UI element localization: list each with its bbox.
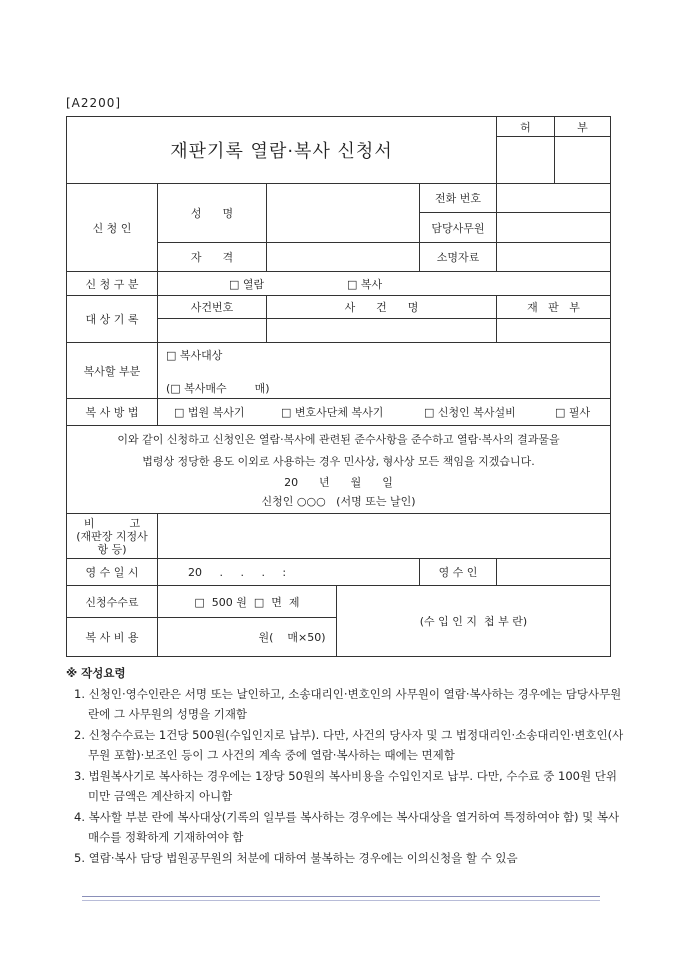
copy-target-checkbox[interactable]: □ 복사대상: [166, 349, 223, 362]
copy-cost-label: 복 사 비 용: [66, 617, 158, 657]
method-bar-copier[interactable]: □ 변호사단체 복사기: [281, 406, 384, 419]
court-label: 재 판 부: [496, 295, 611, 319]
approval-yes-label: 허: [496, 116, 555, 137]
revenue-stamp-area: (수 입 인 지 첩 부 란): [336, 585, 611, 657]
approval-no-label: 부: [554, 116, 611, 137]
court-field[interactable]: [496, 318, 611, 343]
case-name-field[interactable]: [266, 318, 497, 343]
receipt-date-label: 영 수 일 시: [66, 558, 158, 586]
declaration-line-2: 법령상 정당한 용도 이외로 사용하는 경우 민사상, 형사상 모든 책임을 지겠습니다.: [142, 454, 535, 468]
name-label: 성 명: [157, 183, 267, 243]
receiver-field[interactable]: [496, 558, 611, 586]
clerk-field[interactable]: [496, 212, 611, 243]
name-field[interactable]: [266, 183, 420, 243]
receiver-label: 영 수 인: [419, 558, 497, 586]
form-title: 재판기록 열람·복사 신청서: [66, 116, 497, 184]
qualification-field[interactable]: [266, 242, 420, 272]
remarks-label: [66, 513, 158, 559]
case-no-field[interactable]: [157, 318, 267, 343]
method-handwrite[interactable]: □ 필사: [555, 406, 591, 419]
qualification-label: 자 격: [157, 242, 267, 272]
proof-label: 소명자료: [419, 242, 497, 272]
approval-no-field[interactable]: [554, 136, 611, 184]
method-court-copier[interactable]: □ 법원 복사기: [174, 406, 245, 419]
remarks-field[interactable]: [157, 513, 611, 559]
declaration-signer: 신청인 ○○○ (서명 또는 날인): [261, 494, 416, 508]
instructions: [66, 663, 626, 868]
instructions-heading: ※ 작성요령: [66, 666, 126, 680]
instruction-item: 3. 법원복사기로 복사하는 경우에는 1장당 50원의 복사비용을 수입인지로 납부. 다만, 수수료 중 100원 단위 미만 금액은 계산하지 아니함: [74, 768, 617, 803]
form-code: [A2200]: [66, 96, 122, 110]
declaration-line-1: 이와 같이 신청하고 신청인은 열람·복사에 관련된 준수사항을 준수하고 열람·복사의 결과물을: [117, 432, 560, 446]
copy-part-label: 복사할 부분: [66, 342, 158, 399]
instruction-item: 1. 신청인·영수인란은 서명 또는 날인하고, 소송대리인·변호인의 사무원이 열람·복사하는 경우에는 담당사무원란에 그 사무원의 성명을 기재함: [74, 686, 622, 721]
approval-yes-field[interactable]: [496, 136, 555, 184]
instruction-item: 5. 열람·복사 담당 법원공무원의 처분에 대하여 불복하는 경우에는 이의신청을 할 수 있음: [74, 850, 518, 865]
remarks-title: 비 고: [83, 516, 141, 530]
request-type-options: [157, 271, 611, 296]
option-view[interactable]: □ 열람: [229, 277, 265, 291]
request-type-label: 신 청 구 분: [66, 271, 158, 296]
fee-options[interactable]: □ 500 원 □ 면 제: [157, 585, 337, 618]
case-name-label: 사 건 명: [266, 295, 497, 319]
copy-part-field[interactable]: [157, 342, 611, 399]
declaration: [66, 425, 611, 514]
target-record-label: 대 상 기 록: [66, 295, 158, 343]
proof-field[interactable]: [496, 242, 611, 272]
footer-divider: [82, 896, 600, 901]
clerk-label: 담당사무원: [419, 212, 497, 243]
copy-method-options: [157, 398, 611, 426]
phone-field[interactable]: [496, 183, 611, 213]
instruction-item: 2. 신청수수료는 1건당 500원(수입인지로 납부). 다만, 사건의 당사자 및 그 법정대리인·소송대리인·변호인(사무원 포함)·보조인 등이 그 사건의 계속 중에 열람·복사하는 때에는 면제함: [74, 727, 624, 762]
method-own-device[interactable]: □ 신청인 복사설비: [424, 406, 516, 419]
declaration-date: 20 년 월 일: [284, 475, 393, 489]
fee-label: 신청수수료: [66, 585, 158, 618]
receipt-date-field[interactable]: 20 . . . :: [157, 558, 420, 586]
applicant-label: 신 청 인: [66, 183, 158, 272]
instruction-item: 4. 복사할 부분 란에 복사대상(기록의 일부를 복사하는 경우에는 복사대상을 열거하여 특정하여야 함) 및 복사매수를 정확하게 기재하여야 함: [74, 809, 620, 844]
copy-method-label: 복 사 방 법: [66, 398, 158, 426]
copy-cost-field[interactable]: 원( 매×50): [157, 617, 337, 657]
remarks-subtitle: (재판장 지정사항 등): [76, 529, 148, 556]
copy-count-checkbox[interactable]: (□ 복사매수 매): [166, 382, 270, 395]
phone-label: 전화 번호: [419, 183, 497, 213]
case-no-label: 사건번호: [157, 295, 267, 319]
option-copy[interactable]: □ 복사: [347, 277, 383, 291]
